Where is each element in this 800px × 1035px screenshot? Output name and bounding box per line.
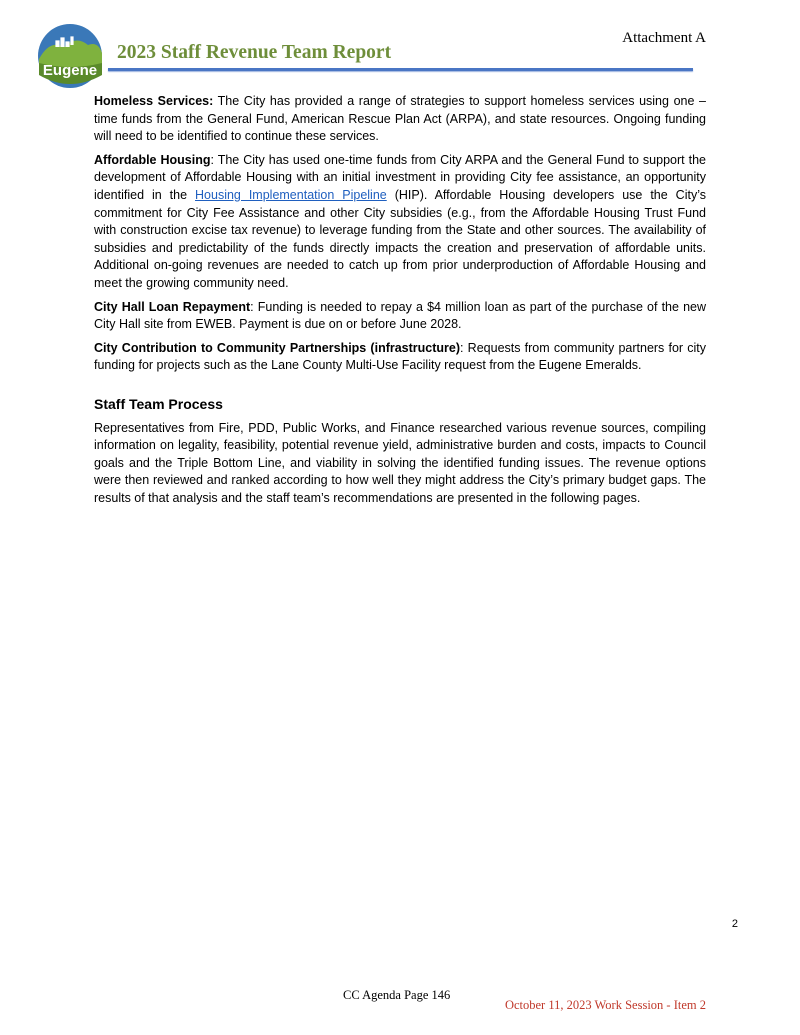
work-session-label: October 11, 2023 Work Session - Item 2 (504, 998, 706, 1012)
affordable-housing-paragraph (94, 152, 706, 293)
city-hall-loan-heading: City Hall Loan Repayment (94, 299, 251, 314)
affordable-housing-text-2: (HIP). Affordable Housing developers use the City’s commitment for City Fee Assistance and other City subsidies (e.g., from the Affordable Housing Trust Fund with construction excise tax revenue) to leverage funding from the State and other sources. The availability of subsidies and predictability of the funds directly impacts the creation and preservation of affordable units. Additional on-going revenues are needed to catch up from prior underproduction of Affordable Housing and meet the growing community need. (94, 187, 707, 290)
city-hall-loan-text: : Funding is needed to repay a $4 million loan as part of the purchase of the new City Hall site from EWEB. Payment is due on or before June 2028. (94, 299, 707, 332)
housing-implementation-pipeline-link[interactable]: Housing Implementation Pipeline (195, 187, 387, 202)
eugene-logo (36, 23, 108, 89)
affordable-housing-text-1: : The City has used one-time funds from City ARPA and the General Fund to support the development of Affordable Housing with an initial investment in providing City fee assistance, an opportunity identified in the (94, 152, 706, 202)
header-rule (108, 68, 693, 71)
logo-text: Eugene (42, 62, 98, 79)
community-partnerships-text: : Requests from community partners for city funding for projects such as the Lane County Multi-Use Facility request from the Eugene Emeralds. (94, 340, 706, 373)
homeless-services-text: The City has provided a range of strategies to support homeless services using one – time funds from the General Fund, American Rescue Plan Act (ARPA), and state resources. Ongoing funding will need to be identified to continue these services. (94, 94, 706, 144)
attachment-label: Attachment A (622, 30, 706, 46)
staff-team-process-heading: Staff Team Process (94, 395, 223, 412)
city-hall-loan-paragraph (94, 299, 706, 334)
community-partnerships-heading: City Contribution to Community Partnerships (infrastructure) (94, 340, 461, 355)
homeless-services-heading: Homeless Services: (94, 94, 214, 108)
agenda-page-label: CC Agenda Page 146 (343, 988, 451, 1002)
staff-team-process-text: Representatives from Fire, PDD, Public Works, and Finance researched various revenue sources, compiling information on legality, feasibility, potential revenue yield, administrative burden and costs, impacts to Council goals and the Triple Bottom Line, and viability in solving the identified funding issues. The revenue options were then reviewed and ranked according to how well they might address the City’s primary budget gaps. The results of that analysis and the staff team’s recommendations are presented in the following pages. (94, 420, 706, 505)
document-body (94, 93, 706, 513)
homeless-services-paragraph (94, 93, 706, 146)
affordable-housing-heading: Affordable Housing (94, 152, 211, 167)
report-title: 2023 Staff Revenue Team Report (117, 42, 392, 63)
community-partnerships-paragraph (94, 340, 706, 375)
page-number: 2 (731, 918, 738, 930)
